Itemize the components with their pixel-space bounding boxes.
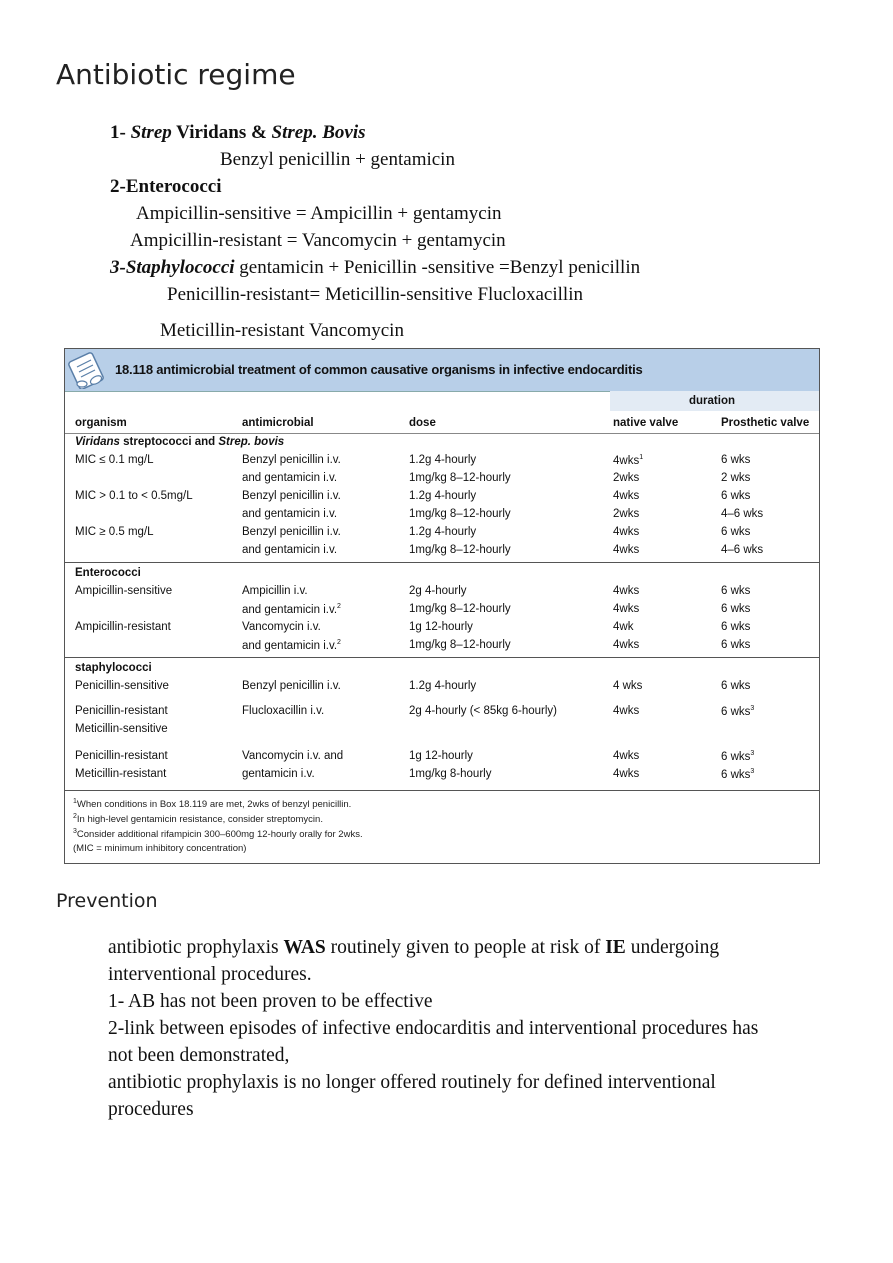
prescription-icon bbox=[67, 351, 107, 389]
cell-prosthetic: 6 wks bbox=[721, 585, 751, 597]
cell-prosthetic: 6 wks bbox=[721, 490, 751, 502]
prevention-line-7: procedures bbox=[108, 1099, 194, 1120]
cell-native: 4wks bbox=[613, 490, 640, 502]
col-prosthetic-valve: Prosthetic valve bbox=[721, 417, 810, 429]
group-divider bbox=[65, 657, 819, 658]
regime-line-7: Penicillin-resistant= Meticillin-sensitive Flucloxacillin bbox=[167, 284, 583, 305]
cell-dose: 1.2g 4-hourly bbox=[409, 454, 477, 466]
cell-native: 2wks bbox=[613, 508, 640, 520]
regime-line-3: 2-Enterococci bbox=[110, 176, 222, 197]
group-viridans-mid: streptococci and bbox=[119, 436, 219, 448]
cell-prosthetic bbox=[721, 705, 754, 718]
regime-staph-rest: gentamicin + Penicillin -sensitive =Benzyl penicillin bbox=[234, 257, 641, 278]
cell-native: 4wks bbox=[613, 544, 640, 556]
cell-dose: 1mg/kg 8–12-hourly bbox=[409, 639, 511, 651]
p1-ie: IE bbox=[605, 937, 626, 958]
cell-antimicrobial: Benzyl penicillin i.v. bbox=[242, 526, 341, 538]
cell-native bbox=[613, 454, 643, 467]
regime-line-8: Meticillin-resistant Vancomycin bbox=[160, 320, 404, 341]
regime-line-5: Ampicillin-resistant = Vancomycin + gentamycin bbox=[130, 230, 506, 251]
regime-strep-bovis: Strep. Bovis bbox=[271, 122, 366, 143]
group-enterococci: Enterococci bbox=[75, 567, 141, 579]
footnote-mark: 2 bbox=[73, 813, 77, 820]
regime-strep: Strep bbox=[130, 122, 172, 143]
cell-prosthetic: 4–6 wks bbox=[721, 544, 764, 556]
cell-antimicrobial: and gentamicin i.v. bbox=[242, 508, 338, 520]
cell-prosthetic: 6 wks bbox=[721, 621, 751, 633]
cell-native: 4wks bbox=[613, 705, 640, 717]
group-viridans-italic: Viridans bbox=[75, 436, 120, 448]
cell-dose: 1g 12-hourly bbox=[409, 750, 473, 762]
p1-a: antibiotic prophylaxis bbox=[108, 937, 284, 958]
cell-prosthetic: 6 wks bbox=[721, 526, 751, 538]
box-title: 18.118 antimicrobial treatment of common causative organisms in infective endocarditis bbox=[115, 362, 643, 377]
cell-prosthetic bbox=[721, 750, 754, 763]
footnote-1 bbox=[73, 798, 351, 810]
footnote-mark: 3 bbox=[750, 750, 755, 757]
group-divider bbox=[65, 562, 819, 563]
group-viridans bbox=[75, 436, 284, 448]
cell-native: 4wks bbox=[613, 768, 640, 780]
footnote-mark: 1 bbox=[639, 454, 644, 461]
footnote-4: (MIC = minimum inhibitory concentration) bbox=[73, 843, 247, 854]
cell-organism: Penicillin-resistant bbox=[75, 750, 168, 762]
cell-native: 4wks bbox=[613, 750, 640, 762]
footnote-text: When conditions in Box 18.119 are met, 2wks of benzyl penicillin. bbox=[76, 799, 352, 811]
cell-dose: 2g 4-hourly (< 85kg 6-hourly) bbox=[409, 705, 557, 717]
cell-dose: 1mg/kg 8–12-hourly bbox=[409, 472, 511, 484]
col-dose: dose bbox=[409, 417, 436, 429]
cell-native: 4wks bbox=[613, 603, 640, 615]
regime-number: 1- bbox=[110, 122, 131, 143]
cell-antimicrobial: Benzyl penicillin i.v. bbox=[242, 454, 341, 466]
cell-antimicrobial-text: and gentamicin i.v. bbox=[242, 603, 338, 616]
cell-native: 4wks bbox=[613, 585, 640, 597]
cell-dose: 1mg/kg 8-hourly bbox=[409, 768, 492, 780]
cell-native: 4wks bbox=[613, 526, 640, 538]
regime-viridans: Viridans & bbox=[171, 122, 272, 143]
cell-dose: 2g 4-hourly bbox=[409, 585, 467, 597]
cell-antimicrobial: Flucloxacillin i.v. bbox=[242, 705, 325, 717]
cell-antimicrobial: gentamicin i.v. bbox=[242, 768, 315, 780]
cell-native: 4wks bbox=[613, 639, 640, 651]
cell-prosthetic: 6 wks bbox=[721, 639, 751, 651]
footnote-mark: 2 bbox=[337, 603, 341, 610]
cell-native: 2wks bbox=[613, 472, 640, 484]
cell-dose: 1.2g 4-hourly bbox=[409, 490, 477, 502]
cell-prosthetic: 6 wks bbox=[721, 603, 751, 615]
footnote-mark: 3 bbox=[750, 768, 755, 775]
cell-antimicrobial: Vancomycin i.v. and bbox=[242, 750, 344, 762]
cell-dose: 1.2g 4-hourly bbox=[409, 680, 477, 692]
footnote-mark: 1 bbox=[73, 798, 77, 805]
cell-prosthetic-text: 6 wks bbox=[721, 750, 751, 763]
cell-organism: MIC > 0.1 to < 0.5mg/L bbox=[75, 490, 193, 502]
cell-prosthetic: 4–6 wks bbox=[721, 508, 764, 520]
cell-organism: Ampicillin-resistant bbox=[75, 621, 171, 633]
col-native-valve: native valve bbox=[613, 417, 679, 429]
p1-c: routinely given to people at risk of bbox=[325, 937, 606, 958]
prevention-line-6: antibiotic prophylaxis is no longer offered routinely for defined interventional bbox=[108, 1072, 716, 1093]
prevention-line-3: 1- AB has not been proven to be effective bbox=[108, 991, 433, 1012]
cell-organism: MIC ≤ 0.1 mg/L bbox=[75, 454, 154, 466]
cell-prosthetic-text: 6 wks bbox=[721, 768, 751, 781]
prevention-line-2: interventional procedures. bbox=[108, 964, 312, 985]
cell-prosthetic: 6 wks bbox=[721, 454, 751, 466]
prevention-line-4: 2-link between episodes of infective endocarditis and interventional procedures has bbox=[108, 1018, 759, 1039]
regime-staph: 3-Staphylococci bbox=[110, 257, 235, 278]
footnote-mark: 3 bbox=[750, 705, 755, 712]
cell-antimicrobial: Vancomycin i.v. bbox=[242, 621, 321, 633]
footnote-divider bbox=[65, 790, 819, 791]
cell-native: 4wk bbox=[613, 621, 634, 633]
cell-dose: 1mg/kg 8–12-hourly bbox=[409, 544, 511, 556]
cell-prosthetic-text: 6 wks bbox=[721, 705, 751, 718]
col-organism: organism bbox=[75, 417, 127, 429]
cell-prosthetic bbox=[721, 768, 754, 781]
cell-antimicrobial bbox=[242, 603, 341, 616]
header-divider bbox=[65, 433, 819, 434]
page-title: Antibiotic regime bbox=[56, 58, 296, 91]
cell-dose: 1g 12-hourly bbox=[409, 621, 473, 633]
cell-antimicrobial-text: and gentamicin i.v. bbox=[242, 639, 338, 652]
cell-antimicrobial: Benzyl penicillin i.v. bbox=[242, 490, 341, 502]
footnote-text: Consider additional rifampicin 300–600mg 12-hourly orally for 2wks. bbox=[76, 829, 363, 841]
cell-antimicrobial: Benzyl penicillin i.v. bbox=[242, 680, 341, 692]
prevention-line-5: not been demonstrated, bbox=[108, 1045, 290, 1066]
cell-antimicrobial: and gentamicin i.v. bbox=[242, 544, 338, 556]
cell-native: 4 wks bbox=[613, 680, 643, 692]
footnote-2 bbox=[73, 813, 323, 825]
cell-dose: 1mg/kg 8–12-hourly bbox=[409, 603, 511, 615]
regime-line-2: Benzyl penicillin + gentamicin bbox=[220, 149, 455, 170]
cell-organism: MIC ≥ 0.5 mg/L bbox=[75, 526, 154, 538]
cell-organism: Meticillin-resistant bbox=[75, 768, 167, 780]
cell-dose: 1mg/kg 8–12-hourly bbox=[409, 508, 511, 520]
p1-was: WAS bbox=[283, 937, 326, 958]
cell-native-text: 4wks bbox=[613, 454, 640, 467]
cell-organism: Penicillin-sensitive bbox=[75, 680, 169, 692]
group-staphylococci: staphylococci bbox=[75, 662, 152, 674]
regime-line-6 bbox=[110, 257, 640, 279]
group-viridans-bovis: Strep. bovis bbox=[218, 436, 285, 448]
cell-prosthetic: 2 wks bbox=[721, 472, 751, 484]
regime-line-4: Ampicillin-sensitive = Ampicillin + gentamycin bbox=[136, 203, 502, 224]
footnote-mark: 3 bbox=[73, 828, 77, 835]
footnote-mark: 2 bbox=[337, 639, 341, 646]
footnote-text: In high-level gentamicin resistance, consider streptomycin. bbox=[76, 814, 323, 826]
cell-antimicrobial: Ampicillin i.v. bbox=[242, 585, 308, 597]
p1-e: undergoing bbox=[625, 937, 720, 958]
box-header bbox=[65, 349, 819, 392]
cell-antimicrobial: and gentamicin i.v. bbox=[242, 472, 338, 484]
duration-header: duration bbox=[689, 395, 735, 407]
cell-antimicrobial bbox=[242, 639, 341, 652]
cell-organism: Ampicillin-sensitive bbox=[75, 585, 173, 597]
cell-organism: Meticillin-sensitive bbox=[75, 723, 168, 735]
prevention-line-1 bbox=[108, 937, 719, 959]
footnote-3 bbox=[73, 828, 363, 840]
prevention-heading: Prevention bbox=[56, 890, 158, 912]
cell-dose: 1.2g 4-hourly bbox=[409, 526, 477, 538]
cell-prosthetic: 6 wks bbox=[721, 680, 751, 692]
cell-organism: Penicillin-resistant bbox=[75, 705, 168, 717]
col-antimicrobial: antimicrobial bbox=[242, 417, 314, 429]
regime-line-1 bbox=[110, 122, 366, 144]
treatment-box bbox=[64, 348, 820, 864]
